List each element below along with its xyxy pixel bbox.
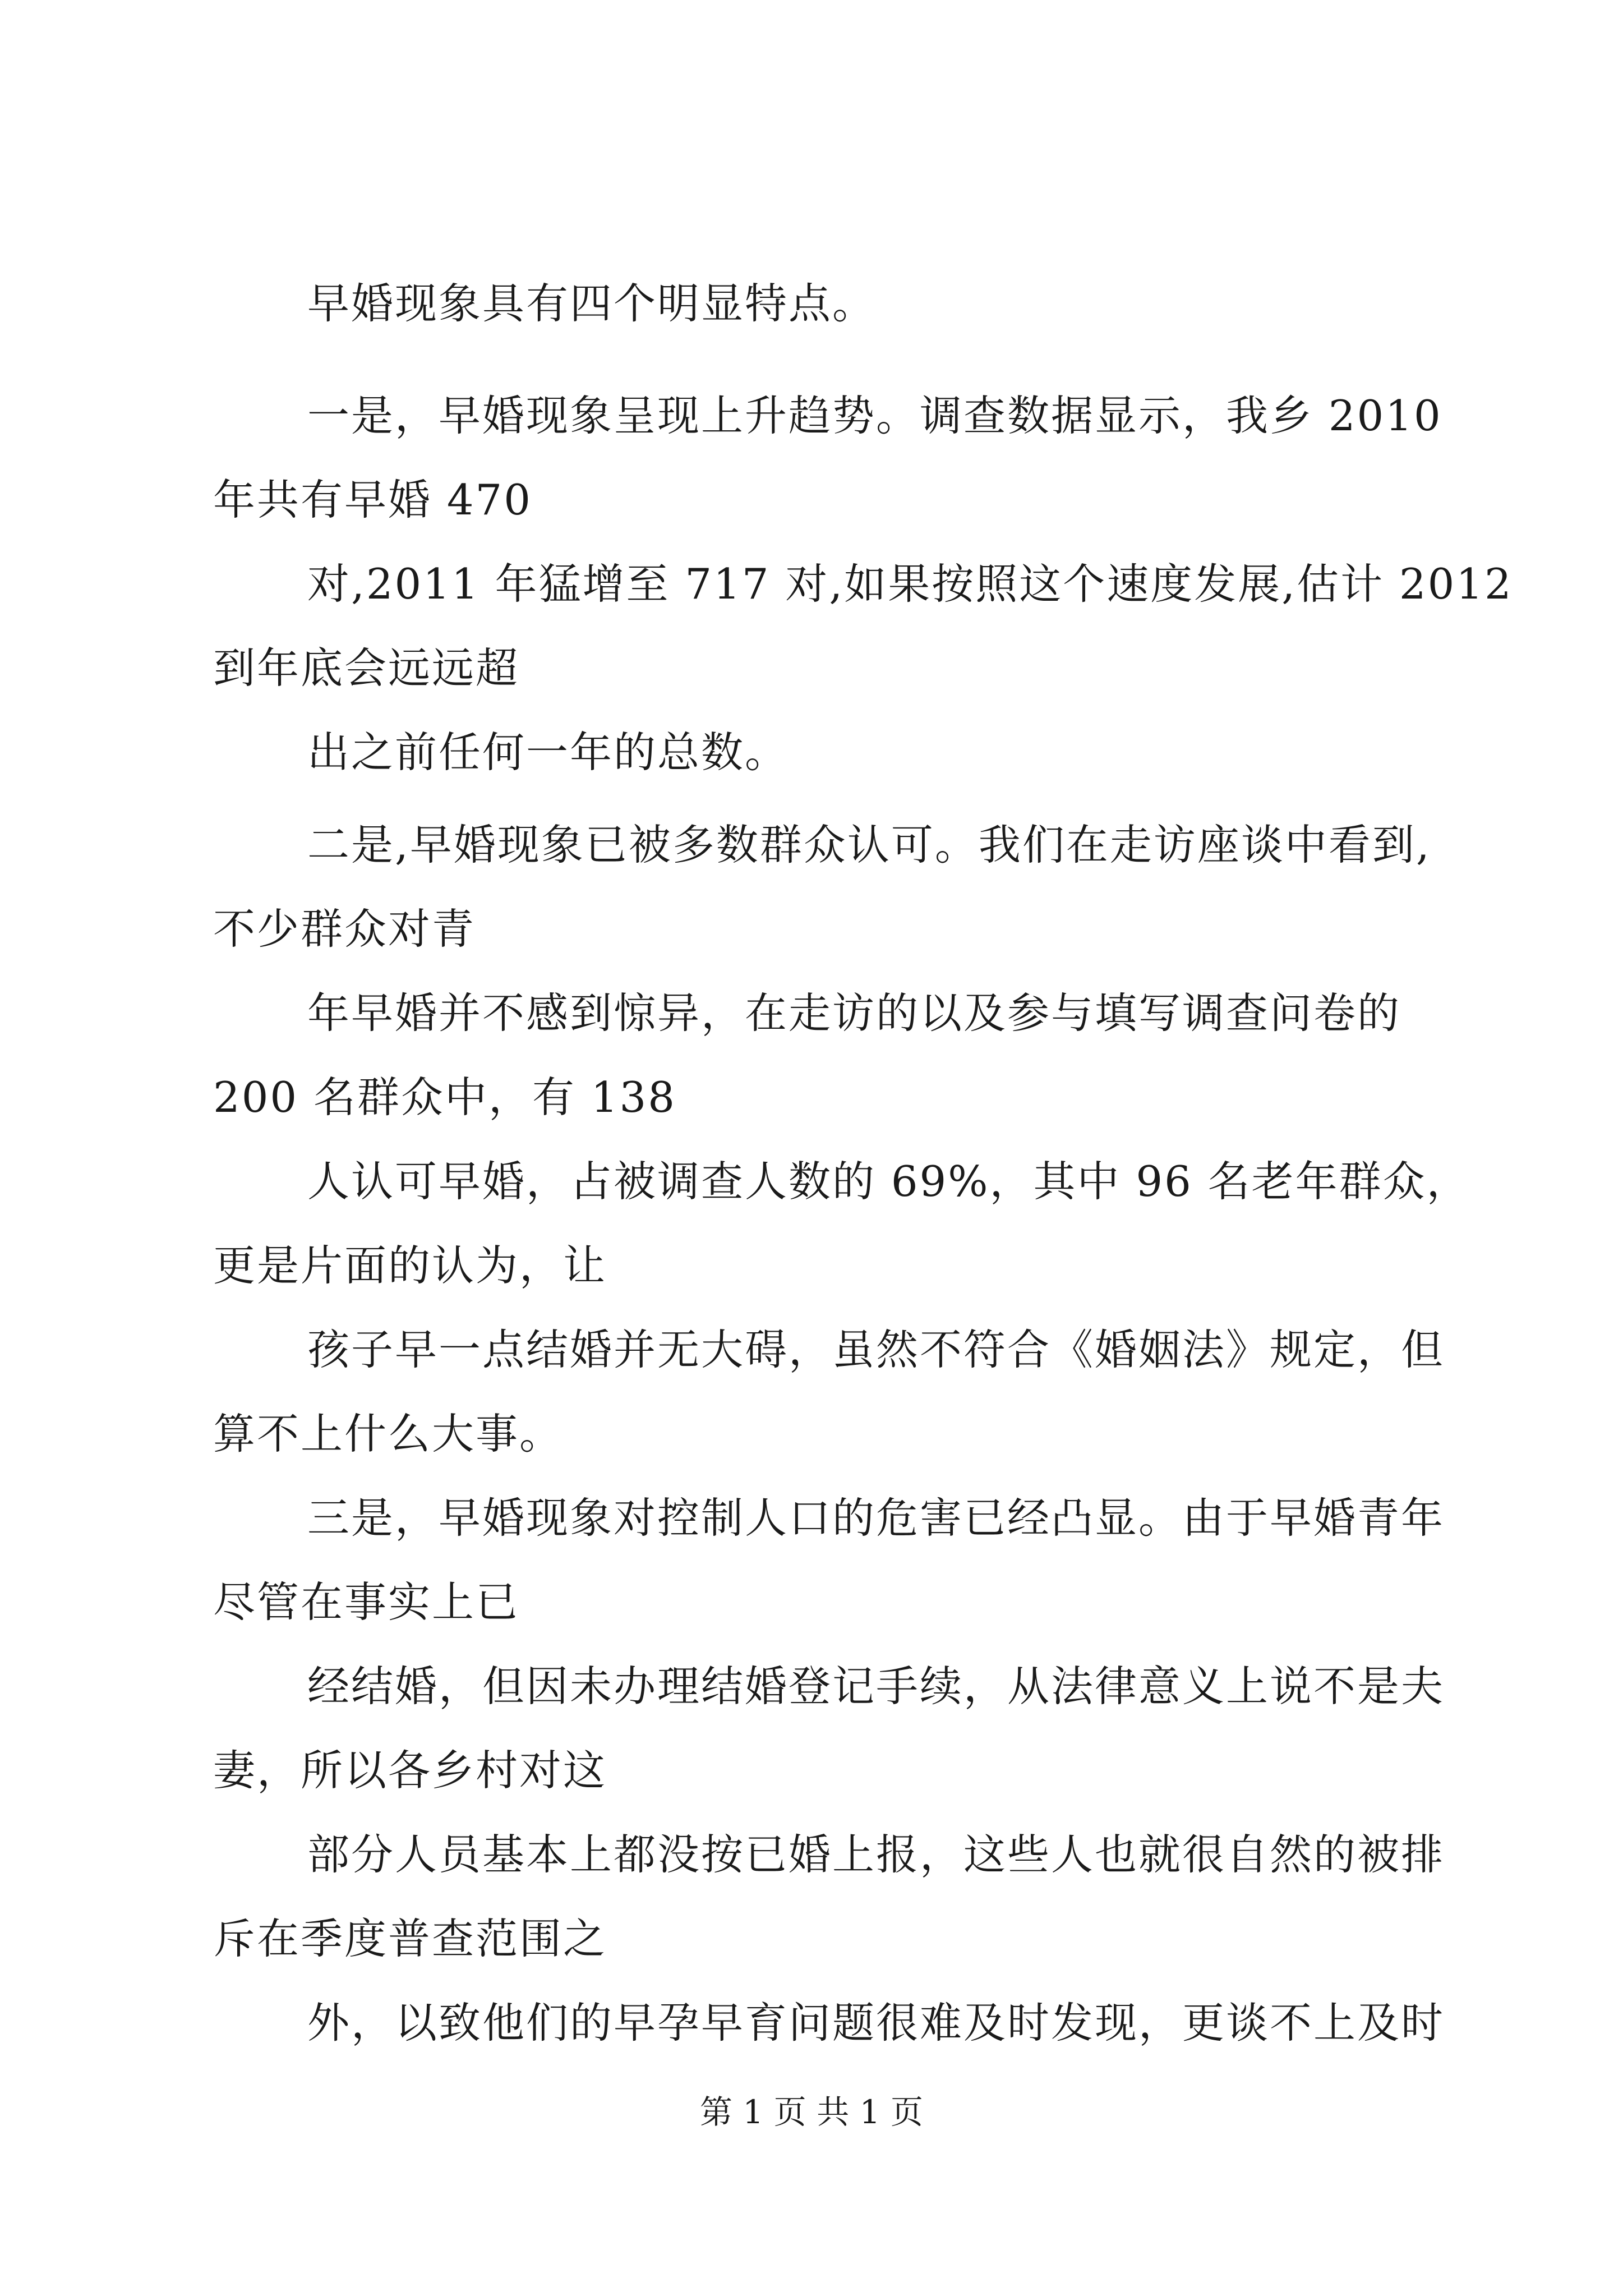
text-line: 不少群众对青 [213,904,476,954]
text-line: 早婚现象具有四个明显特点。 [307,279,877,328]
text-line: 年早婚并不感到惊异，在走访的以及参与填写调查问卷的 [307,988,1401,1038]
text-line: 三是，早婚现象对控制人口的危害已经凸显。由于早婚青年 [307,1493,1445,1543]
text-line: 算不上什么大事。 [213,1409,564,1458]
text-line: 经结婚，但因未办理结婚登记手续，从法律意义上说不是夫 [307,1662,1445,1711]
text-line: 出之前任何一年的总数。 [307,728,789,777]
text-line: 斥在季度普查范围之 [213,1914,607,1963]
text-line: 对,2011 年猛增至 717 对,如果按照这个速度发展,估计 2012 [307,559,1513,609]
text-line: 人认可早婚，占被调查人数的 69%，其中 96 名老年群众， [307,1157,1470,1206]
text-line: 到年底会远远超 [213,643,520,693]
text-line: 更是片面的认为，让 [213,1241,607,1290]
text-line: 尽管在事实上已 [213,1577,520,1627]
text-line: 一是，早婚现象呈现上升趋势。调查数据显示，我乡 2010 [307,391,1442,440]
text-line: 孩子早一点结婚并无大碍，虽然不符合《婚姻法》规定，但 [307,1325,1445,1374]
text-line: 外，以致他们的早孕早育问题很难及时发现，更谈不上及时 [307,1998,1445,2047]
text-line: 年共有早婚 470 [213,475,532,524]
text-line: 部分人员基本上都没按已婚上报，这些人也就很自然的被排 [307,1830,1445,1879]
text-line: 二是,早婚现象已被多数群众认可。我们在走访座谈中看到, [307,820,1431,869]
text-line: 妻，所以各乡村对这 [213,1746,607,1795]
text-line: 200 名群众中，有 138 [213,1073,676,1122]
page-number-footer: 第 1 页 共 1 页 [700,2093,923,2131]
